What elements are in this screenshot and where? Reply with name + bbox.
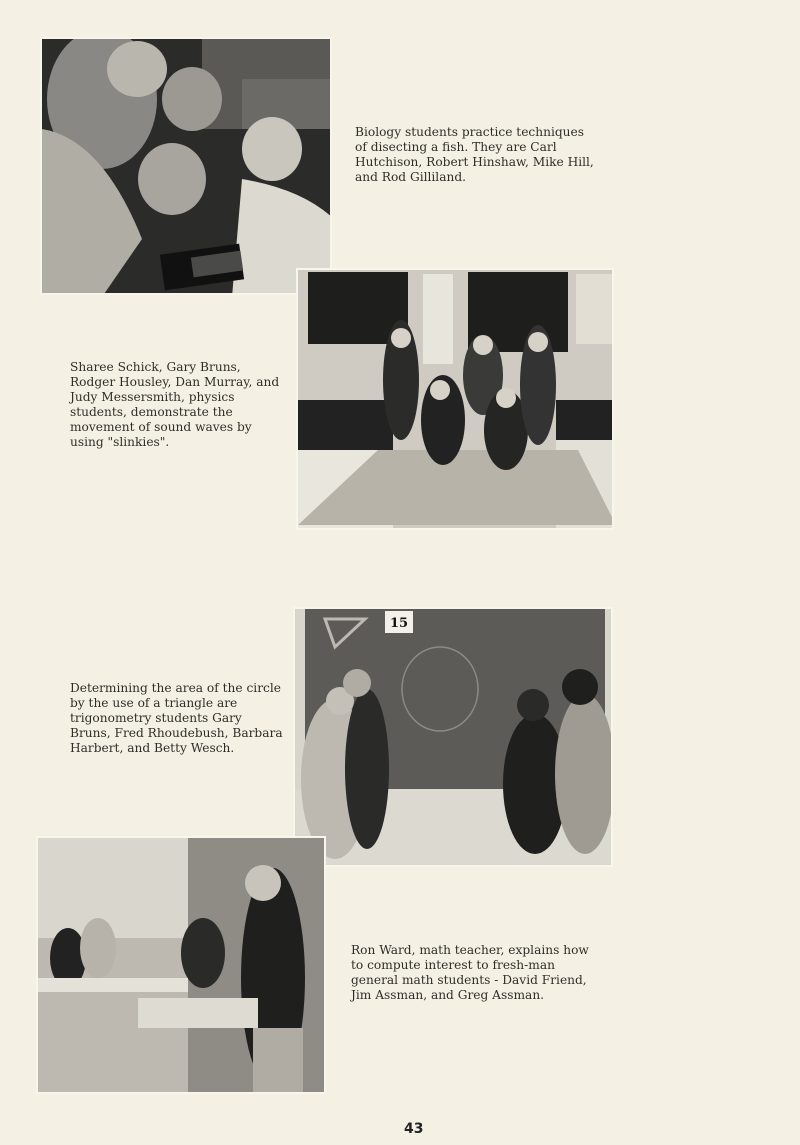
photo-math-class bbox=[36, 836, 326, 1094]
caption-physics: Sharee Schick, Gary Bruns, Rodger Housley, Dan Murray, and Judy Messersmith, physics students, demonstrate the movement of sound waves by using "slinkies". bbox=[70, 360, 280, 449]
photo-trigonometry-students bbox=[293, 607, 613, 867]
caption-math: Ron Ward, math teacher, explains how to compute interest to fresh-man general math students - David Friend, Jim Assman, and Greg Assman. bbox=[351, 943, 589, 1002]
page-number: 43 bbox=[404, 1121, 424, 1137]
calendar-day: 15 bbox=[389, 616, 409, 631]
photo-physics-students bbox=[296, 268, 614, 530]
biology-photo-image bbox=[42, 39, 332, 295]
math-photo-image bbox=[38, 838, 326, 1094]
photo-biology-students bbox=[40, 37, 332, 295]
trig-photo-image bbox=[295, 609, 613, 867]
physics-photo-image bbox=[298, 270, 614, 530]
caption-trigonometry: Determining the area of the circle by the use of a triangle are trigonometry students Gary Bruns, Fred Rhoudebush, Barbara Harbert, and Betty Wesch. bbox=[70, 681, 283, 755]
caption-biology: Biology students practice techniques of disecting a fish. They are Carl Hutchison, Robert Hinshaw, Mike Hill, and Rod Gilliland. bbox=[355, 125, 594, 184]
